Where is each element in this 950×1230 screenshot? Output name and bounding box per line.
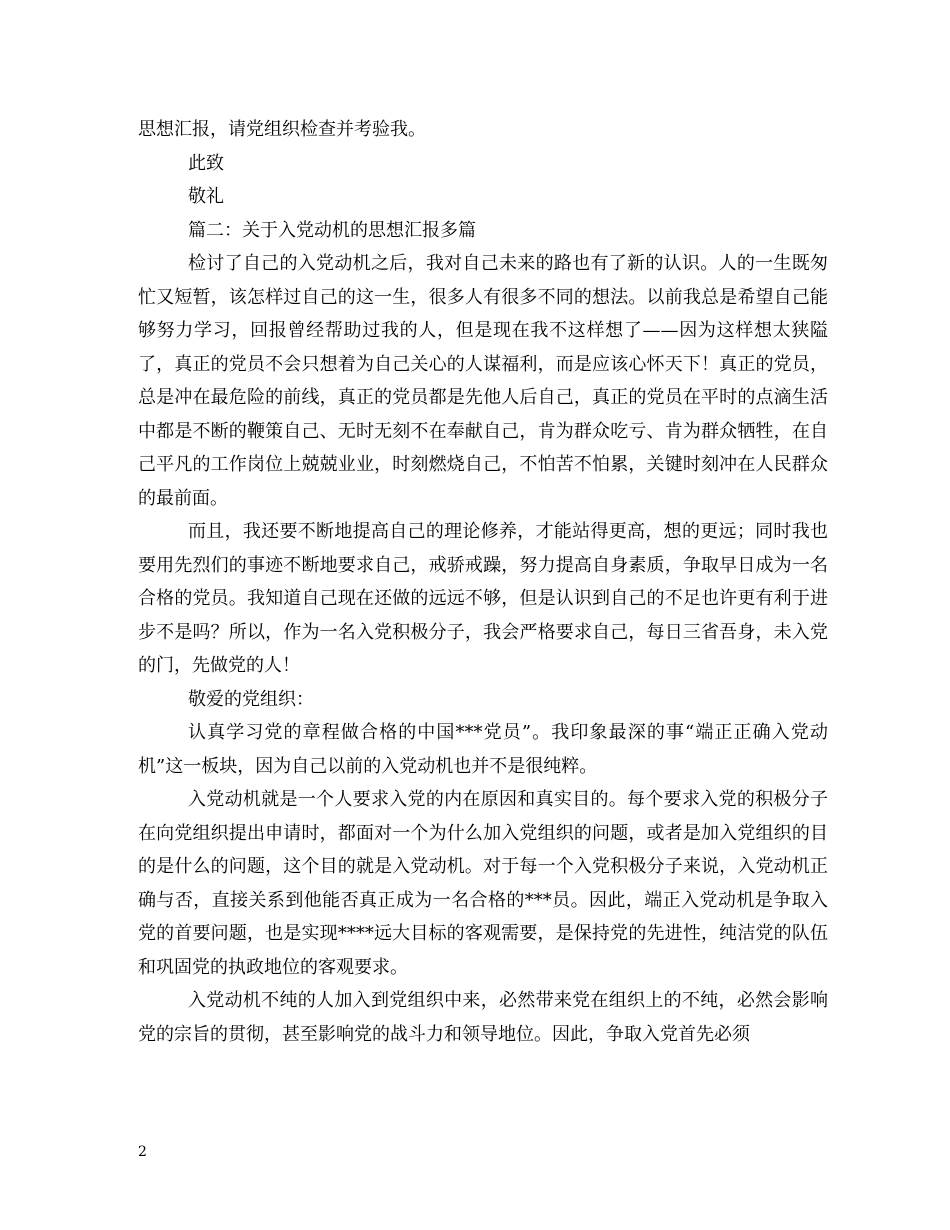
paragraph: 认真学习党的章程做合格的中国***党员”。我印象最深的事“端正正确入党动机”这一板块，因为自己以前的入党动机也并不是很纯粹。 [138, 722, 828, 777]
paragraph: 检讨了自己的入党动机之后，我对自己未来的路也有了新的认识。人的一生既匆忙又短暂，该怎样过自己的这一生，很多人有很多不同的想法。以前我总是希望自己能够努力学习，回报曾经帮助过我的人，但是现在我不这样想了——因为这样想太狭隘了，真正的党员不会只想着为自己关心的人谋福利，而是应该心怀天下！真正的党员，总是冲在最危险的前线，真正的党员都是先他人后自己，真正的党员在平时的点滴生活中都是不断的鞭策自己、无时无刻不在奉献自己，肯为群众吃亏、肯为群众牺牲，在自己平凡的工作岗位上兢兢业业，时刻燃烧自己，不怕苦不怕累，关键时刻冲在人民群众的最前面。 [138, 253, 828, 509]
paragraph: 入党动机不纯的人加入到党组织中来，必然带来党在组织上的不纯，必然会影响党的宗旨的贯彻，甚至影响党的战斗力和领导地位。因此，争取入党首先必须 [138, 990, 828, 1045]
page-number: 2 [138, 1144, 147, 1160]
paragraph-continuation: 思想汇报，请党组织检查并考验我。 [138, 119, 426, 140]
letter-greeting: 敬爱的党组织： [188, 688, 314, 710]
section-heading: 篇二：关于入党动机的思想汇报多篇 [188, 219, 476, 241]
document-body [138, 113, 828, 1051]
closing-regards: 敬礼 [188, 186, 224, 207]
paragraph: 入党动机就是一个人要求入党的内在原因和真实目的。每个要求入党的积极分子在向党组织提出申请时，都面对一个为什么加入党组织的问题，或者是加入党组织的目的是什么的问题，这个目的就是入党动机。对于每一个入党积极分子来说，入党动机正确与否，直接关系到他能否真正成为一名合格的***员。因此，端正入党动机是争取入党的首要问题，也是实现****远大目标的客观需要，是保持党的先进性，纯洁党的队伍和巩固党的执政地位的客观要求。 [138, 789, 828, 978]
closing-salutation: 此致 [188, 152, 224, 174]
paragraph: 而且，我还要不断地提高自己的理论修养，才能站得更高，想的更远；同时我也要用先烈们的事迹不断地要求自己，戒骄戒躁，努力提高自身素质，争取早日成为一名合格的党员。我知道自己现在还做的远远不够，但是认识到自己的不足也许更有利于进步不是吗？所以，作为一名入党积极分子，我会严格要求自己，每日三省吾身，未入党的门，先做党的人！ [138, 521, 828, 676]
